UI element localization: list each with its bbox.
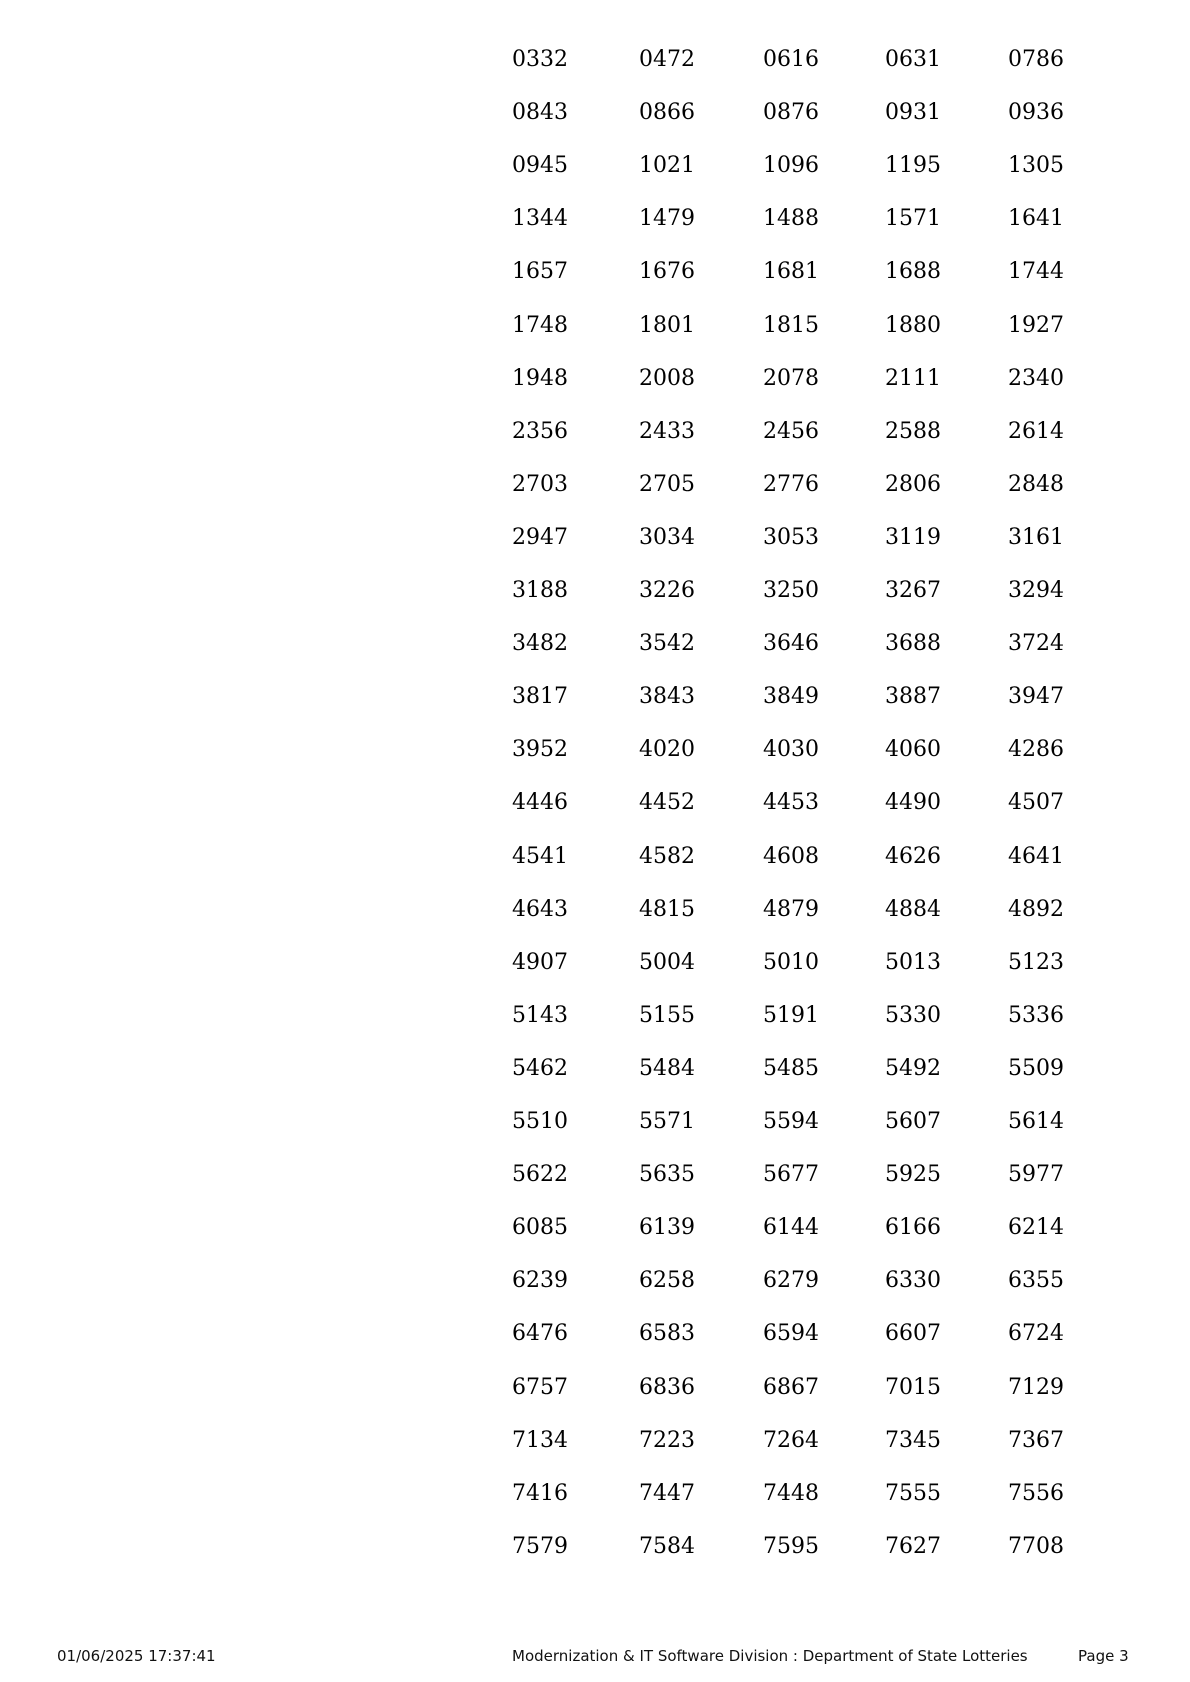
ticket-number: 1927 <box>1008 312 1064 338</box>
number-row <box>0 895 1190 925</box>
number-row <box>0 1266 1190 1296</box>
number-row <box>0 1160 1190 1190</box>
ticket-number: 0616 <box>763 47 819 72</box>
number-row <box>0 523 1190 553</box>
ticket-number: 7584 <box>639 1533 695 1559</box>
ticket-number: 2078 <box>763 365 819 391</box>
ticket-number: 1488 <box>763 206 819 232</box>
ticket-number: 7345 <box>885 1427 941 1453</box>
ticket-number: 1021 <box>639 153 695 179</box>
ticket-number: 3188 <box>512 578 568 603</box>
ticket-number: 6279 <box>763 1268 819 1294</box>
number-row <box>0 948 1190 978</box>
ticket-number: 6144 <box>763 1215 819 1241</box>
ticket-number: 6757 <box>512 1374 568 1400</box>
number-row <box>0 1054 1190 1084</box>
number-row <box>0 1532 1190 1562</box>
ticket-number: 6214 <box>1008 1215 1064 1241</box>
ticket-number: 5509 <box>1008 1055 1064 1081</box>
ticket-number: 1344 <box>512 206 568 232</box>
ticket-number: 3542 <box>639 631 695 657</box>
ticket-number: 7134 <box>512 1427 568 1453</box>
ticket-number: 5614 <box>1008 1109 1064 1134</box>
number-row <box>0 1213 1190 1243</box>
ticket-number: 2340 <box>1008 365 1064 391</box>
ticket-number: 5123 <box>1008 949 1064 975</box>
ticket-number: 5143 <box>512 1002 568 1028</box>
ticket-number: 5622 <box>512 1162 568 1188</box>
ticket-number: 3161 <box>1008 524 1064 550</box>
ticket-number: 1676 <box>639 259 695 285</box>
ticket-number: 1305 <box>1008 153 1064 179</box>
ticket-number: 4446 <box>512 790 568 816</box>
ticket-number: 4030 <box>763 737 819 763</box>
ticket-number: 4641 <box>1008 843 1064 869</box>
ticket-number: 3843 <box>639 684 695 710</box>
ticket-number: 3482 <box>512 631 568 657</box>
ticket-number: 0876 <box>763 100 819 126</box>
ticket-number: 3053 <box>763 524 819 550</box>
ticket-number: 2776 <box>763 471 819 497</box>
ticket-number: 3887 <box>885 684 941 710</box>
number-row <box>0 576 1190 606</box>
ticket-number: 7367 <box>1008 1427 1064 1453</box>
number-row <box>0 1373 1190 1403</box>
ticket-number: 6867 <box>763 1374 819 1400</box>
ticket-number: 7447 <box>639 1480 695 1506</box>
ticket-number: 2705 <box>639 471 695 497</box>
ticket-number: 3688 <box>885 631 941 657</box>
ticket-number: 4452 <box>639 790 695 816</box>
ticket-number: 5191 <box>763 1002 819 1028</box>
ticket-number: 6085 <box>512 1215 568 1241</box>
number-row <box>0 1319 1190 1349</box>
ticket-number: 2433 <box>639 418 695 444</box>
ticket-number: 1195 <box>885 153 941 179</box>
ticket-number: 5155 <box>639 1002 695 1028</box>
ticket-number: 1948 <box>512 365 568 391</box>
ticket-number: 3034 <box>639 524 695 550</box>
ticket-number: 7556 <box>1008 1480 1064 1506</box>
ticket-number: 5571 <box>639 1109 695 1134</box>
ticket-number: 7448 <box>763 1480 819 1506</box>
ticket-number: 0631 <box>885 47 941 72</box>
ticket-number: 6239 <box>512 1268 568 1294</box>
ticket-number: 4907 <box>512 949 568 975</box>
ticket-number: 5462 <box>512 1055 568 1081</box>
ticket-number: 1681 <box>763 259 819 285</box>
number-row <box>0 417 1190 447</box>
ticket-number: 6258 <box>639 1268 695 1294</box>
ticket-number: 1880 <box>885 312 941 338</box>
ticket-number: 0931 <box>885 100 941 126</box>
ticket-number: 6355 <box>1008 1268 1064 1294</box>
ticket-number: 3952 <box>512 737 568 763</box>
number-row <box>0 629 1190 659</box>
ticket-number: 3267 <box>885 578 941 603</box>
ticket-number: 0866 <box>639 100 695 126</box>
ticket-number: 5594 <box>763 1109 819 1134</box>
number-row <box>0 1426 1190 1456</box>
ticket-number: 2614 <box>1008 418 1064 444</box>
ticket-number: 1744 <box>1008 259 1064 285</box>
ticket-number: 4879 <box>763 896 819 922</box>
ticket-number: 1641 <box>1008 206 1064 232</box>
ticket-number: 5510 <box>512 1109 568 1134</box>
ticket-number: 4286 <box>1008 737 1064 763</box>
ticket-number: 3119 <box>885 524 941 550</box>
ticket-number: 3250 <box>763 578 819 603</box>
ticket-number: 7579 <box>512 1533 568 1559</box>
number-row <box>0 98 1190 128</box>
ticket-number: 6836 <box>639 1374 695 1400</box>
number-row <box>0 45 1190 75</box>
ticket-number: 4490 <box>885 790 941 816</box>
ticket-number: 1571 <box>885 206 941 232</box>
ticket-number: 6166 <box>885 1215 941 1241</box>
footer-timestamp: 01/06/2025 17:37:41 <box>57 1647 216 1665</box>
ticket-number: 2947 <box>512 524 568 550</box>
ticket-number: 7129 <box>1008 1374 1064 1400</box>
ticket-number: 4643 <box>512 896 568 922</box>
ticket-number: 7416 <box>512 1480 568 1506</box>
ticket-number: 1688 <box>885 259 941 285</box>
ticket-number: 6139 <box>639 1215 695 1241</box>
ticket-number: 7223 <box>639 1427 695 1453</box>
ticket-number: 1096 <box>763 153 819 179</box>
number-row <box>0 1001 1190 1031</box>
ticket-number: 3294 <box>1008 578 1064 603</box>
ticket-number: 5635 <box>639 1162 695 1188</box>
ticket-number: 1748 <box>512 312 568 338</box>
number-row <box>0 204 1190 234</box>
ticket-number: 5492 <box>885 1055 941 1081</box>
ticket-number: 0945 <box>512 153 568 179</box>
ticket-number: 0786 <box>1008 47 1064 72</box>
ticket-number: 4453 <box>763 790 819 816</box>
ticket-number: 1479 <box>639 206 695 232</box>
ticket-number: 6724 <box>1008 1321 1064 1347</box>
ticket-number: 4060 <box>885 737 941 763</box>
ticket-number: 5485 <box>763 1055 819 1081</box>
ticket-number: 4815 <box>639 896 695 922</box>
ticket-number: 5607 <box>885 1109 941 1134</box>
ticket-number: 6594 <box>763 1321 819 1347</box>
ticket-number: 1801 <box>639 312 695 338</box>
ticket-number: 2588 <box>885 418 941 444</box>
ticket-number: 3947 <box>1008 684 1064 710</box>
number-row <box>0 842 1190 872</box>
ticket-number: 7595 <box>763 1533 819 1559</box>
ticket-number: 0332 <box>512 47 568 72</box>
number-row <box>0 364 1190 394</box>
ticket-number: 2703 <box>512 471 568 497</box>
ticket-number: 2111 <box>885 365 941 391</box>
ticket-number: 2008 <box>639 365 695 391</box>
ticket-number: 5013 <box>885 949 941 975</box>
footer-page-number: Page 3 <box>1078 1647 1129 1665</box>
ticket-number: 5677 <box>763 1162 819 1188</box>
ticket-number: 4541 <box>512 843 568 869</box>
number-row <box>0 735 1190 765</box>
number-row <box>0 311 1190 341</box>
ticket-number: 4884 <box>885 896 941 922</box>
ticket-number: 4608 <box>763 843 819 869</box>
ticket-number: 4892 <box>1008 896 1064 922</box>
ticket-number: 4507 <box>1008 790 1064 816</box>
number-row <box>0 470 1190 500</box>
ticket-number: 2848 <box>1008 471 1064 497</box>
ticket-number: 1815 <box>763 312 819 338</box>
ticket-number: 5010 <box>763 949 819 975</box>
ticket-number: 3817 <box>512 684 568 710</box>
ticket-number: 2356 <box>512 418 568 444</box>
number-row <box>0 151 1190 181</box>
ticket-number: 3226 <box>639 578 695 603</box>
ticket-number: 4020 <box>639 737 695 763</box>
ticket-number: 6607 <box>885 1321 941 1347</box>
ticket-number: 6476 <box>512 1321 568 1347</box>
ticket-number: 3646 <box>763 631 819 657</box>
ticket-number: 5004 <box>639 949 695 975</box>
ticket-number: 4626 <box>885 843 941 869</box>
number-row <box>0 682 1190 712</box>
number-row <box>0 1107 1190 1137</box>
ticket-number: 5484 <box>639 1055 695 1081</box>
ticket-number: 5330 <box>885 1002 941 1028</box>
ticket-number: 4582 <box>639 843 695 869</box>
number-row <box>0 788 1190 818</box>
ticket-number: 0472 <box>639 47 695 72</box>
ticket-number: 0936 <box>1008 100 1064 126</box>
number-row <box>0 1479 1190 1509</box>
ticket-number: 1657 <box>512 259 568 285</box>
ticket-number: 0843 <box>512 100 568 126</box>
ticket-number: 5925 <box>885 1162 941 1188</box>
ticket-number: 2456 <box>763 418 819 444</box>
ticket-number: 5336 <box>1008 1002 1064 1028</box>
ticket-number: 7264 <box>763 1427 819 1453</box>
ticket-number: 3724 <box>1008 631 1064 657</box>
ticket-number: 7555 <box>885 1480 941 1506</box>
number-row <box>0 257 1190 287</box>
ticket-number: 5977 <box>1008 1162 1064 1188</box>
ticket-number: 6330 <box>885 1268 941 1294</box>
ticket-number: 7708 <box>1008 1533 1064 1559</box>
ticket-number: 3849 <box>763 684 819 710</box>
ticket-number: 7015 <box>885 1374 941 1400</box>
ticket-number: 7627 <box>885 1533 941 1559</box>
ticket-number: 2806 <box>885 471 941 497</box>
ticket-number: 6583 <box>639 1321 695 1347</box>
footer-division-label: Modernization & IT Software Division : Department of State Lotteries <box>512 1647 1028 1665</box>
